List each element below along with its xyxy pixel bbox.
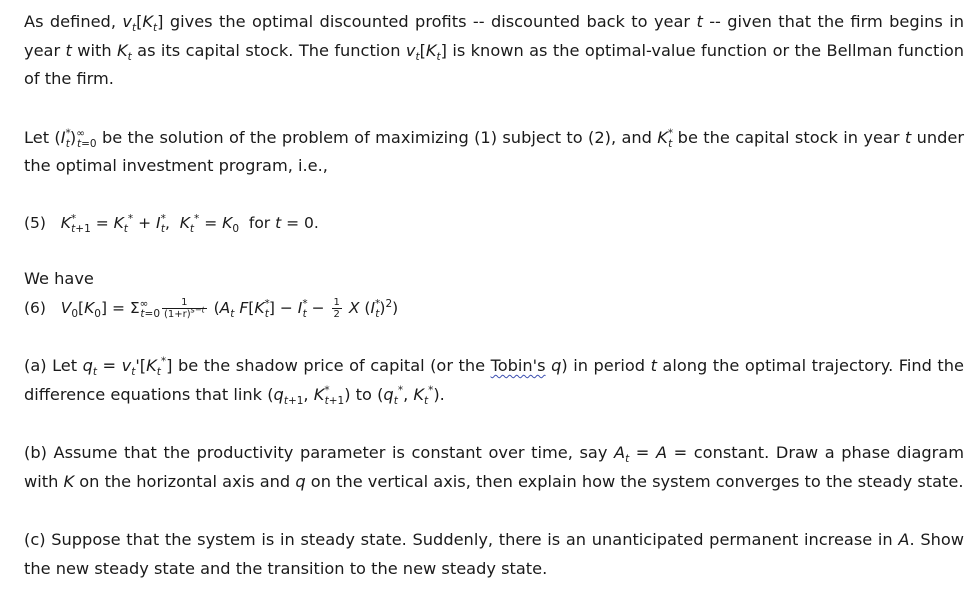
question-c: (c) Suppose that the system is in steady state. Suddenly, there is an unanticipated permanent increase in A. Show the new steady state and the transition to the new steady state. <box>24 530 964 578</box>
we-have-text: We have <box>24 269 94 288</box>
equation-6: (6) $V_0[K_0] = \Sigma^\infty_{t=0}$ $\frac{1}{(1+r)^{s-t}}$ ($A_t$ $F[K^*_t] - I^*_t$ − $\frac{1}{2}$ X $(I^*_t)^2$) <box>24 296 399 320</box>
question-a: (a) Let $q_t = v_t'[K_t^*]$ be the shadow price of capital (or the Tobin's q) in period t along the optimal trajectory. Find the difference equations that link ($q_{t+1}$, $K^*_{t+1}$) to ($q_t^*$, $K_t^*$). <box>24 355 964 407</box>
spellcheck-tobin: Tobin's <box>490 356 546 375</box>
half-fraction: $\frac{1}{2}$ <box>333 296 340 320</box>
document-body <box>24 8 964 583</box>
discount-fraction: $\frac{1}{(1+r)^{s-t}}$ <box>164 296 205 320</box>
paragraph-optimal-program: Let $(I^*_t)^\infty_{t=0}$ be the solution of the problem of maximizing (1) subject to (2), and $K^*_t$ be the capital stock in year t under the optimal investment program, i.e., <box>24 127 964 175</box>
equation-5: (5) $K^*_{t+1} = K_t^* + I^*_t$, $K_t^* = K_0$ for t = 0. <box>24 212 319 235</box>
question-b: (b) Assume that the productivity parameter is constant over time, say $A_t = A$ = constant. Draw a phase diagram with K on the horizontal axis and q on the vertical axis, then explain how the system converges to the steady state. <box>24 443 964 491</box>
paragraph-definition: As defined, $v_t[K_t]$ gives the optimal discounted profits -- discounted back to year t -- given that the firm begins in year t with $K_t$ as its capital stock. The function $v_t[K_t]$ is known as the optimal-value function or the Bellman function of the firm. <box>24 12 964 88</box>
